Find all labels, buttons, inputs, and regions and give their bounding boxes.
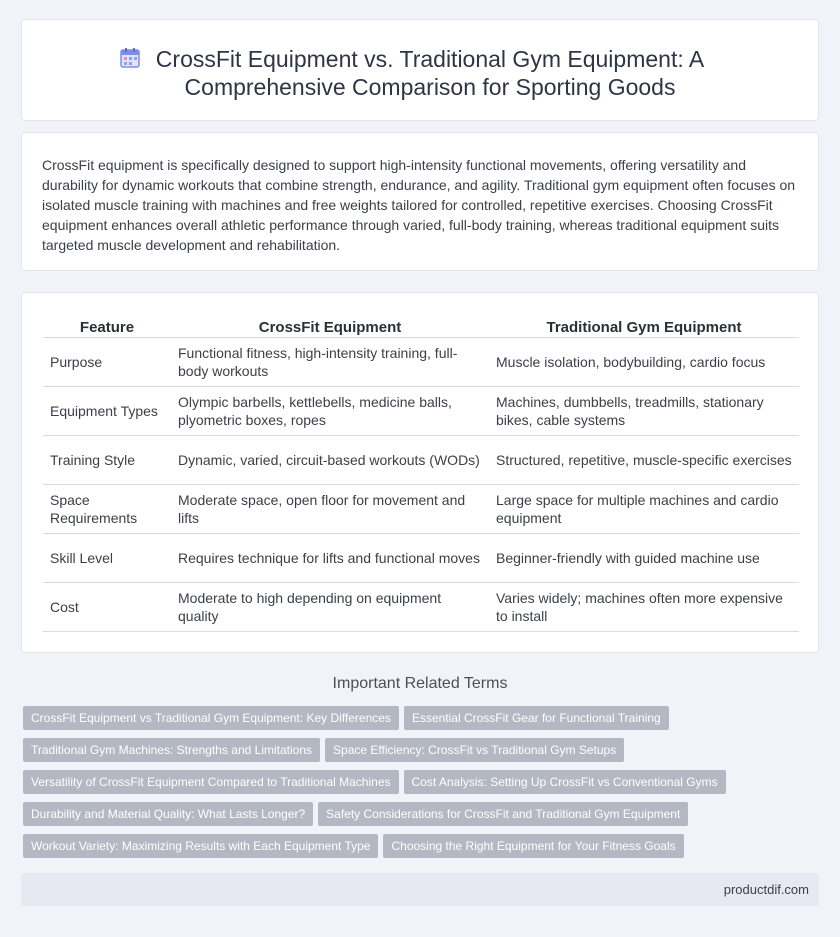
related-terms-heading: Important Related Terms bbox=[332, 675, 508, 692]
footer bbox=[21, 873, 819, 906]
row-crossfit: Dynamic, varied, circuit-based workouts (WODs) bbox=[171, 435, 489, 484]
footer-site-name: productdif.com bbox=[723, 882, 809, 897]
row-crossfit: Olympic barbells, kettlebells, medicine balls, plyometric boxes, ropes bbox=[171, 386, 489, 435]
row-crossfit: Requires technique for lifts and functional moves bbox=[171, 533, 489, 582]
row-traditional: Large space for multiple machines and cardio equipment bbox=[489, 484, 799, 533]
row-traditional: Varies widely; machines often more expensive to install bbox=[489, 582, 799, 631]
related-term-link[interactable]: Essential CrossFit Gear for Functional Training bbox=[404, 706, 669, 730]
row-traditional: Structured, repetitive, muscle-specific exercises bbox=[489, 435, 799, 484]
comparison-table bbox=[43, 315, 799, 632]
header-crossfit: CrossFit Equipment bbox=[171, 315, 489, 337]
row-traditional: Machines, dumbbells, treadmills, stationary bikes, cable systems bbox=[489, 386, 799, 435]
related-term-link[interactable]: Space Efficiency: CrossFit vs Traditional Gym Setups bbox=[325, 738, 624, 762]
row-feature: Equipment Types bbox=[43, 386, 171, 435]
tag-row bbox=[23, 706, 743, 738]
related-term-link[interactable]: Versatility of CrossFit Equipment Compared to Traditional Machines bbox=[23, 770, 399, 794]
table-row bbox=[43, 533, 799, 582]
row-traditional: Muscle isolation, bodybuilding, cardio focus bbox=[489, 337, 799, 386]
intro-card bbox=[21, 132, 819, 271]
row-traditional: Beginner-friendly with guided machine use bbox=[489, 533, 799, 582]
header-traditional: Traditional Gym Equipment bbox=[489, 315, 799, 337]
row-feature: Space Requirements bbox=[43, 484, 171, 533]
table-row bbox=[43, 435, 799, 484]
intro-paragraph: CrossFit equipment is specifically designed to support high-intensity functional movements, offering versatility and durability for dynamic workouts that combine strength, endurance, and agility. Traditional gym equipment often focuses on isolated muscle training with machines and free weights tailored for controlled, repetitive exercises. Choosing CrossFit equipment enhances overall athletic performance through varied, full-body training, whereas traditional equipment suits targeted muscle development and rehabilitation. bbox=[42, 157, 796, 253]
table-row bbox=[43, 337, 799, 386]
page-title: CrossFit Equipment vs. Traditional Gym Equipment: A Comprehensive Comparison for Sporting Goods bbox=[155, 46, 705, 100]
related-term-link[interactable]: Safety Considerations for CrossFit and Traditional Gym Equipment bbox=[318, 802, 688, 826]
tag-row bbox=[23, 770, 743, 802]
related-term-link[interactable]: Cost Analysis: Setting Up CrossFit vs Conventional Gyms bbox=[404, 770, 726, 794]
tag-row bbox=[23, 834, 743, 866]
table-header-row bbox=[43, 315, 799, 337]
comparison-table-card bbox=[21, 292, 819, 653]
table-row bbox=[43, 484, 799, 533]
row-crossfit: Functional fitness, high-intensity training, full-body workouts bbox=[171, 337, 489, 386]
title-card bbox=[21, 19, 819, 121]
table-row bbox=[43, 386, 799, 435]
row-feature: Purpose bbox=[43, 337, 171, 386]
related-term-link[interactable]: CrossFit Equipment vs Traditional Gym Equipment: Key Differences bbox=[23, 706, 399, 730]
related-term-link[interactable]: Traditional Gym Machines: Strengths and Limitations bbox=[23, 738, 320, 762]
row-crossfit: Moderate space, open floor for movement and lifts bbox=[171, 484, 489, 533]
tag-row bbox=[23, 738, 743, 770]
related-term-link[interactable]: Workout Variety: Maximizing Results with Each Equipment Type bbox=[23, 834, 378, 858]
related-terms-list bbox=[23, 706, 743, 866]
row-feature: Skill Level bbox=[43, 533, 171, 582]
related-term-link[interactable]: Durability and Material Quality: What Lasts Longer? bbox=[23, 802, 313, 826]
row-crossfit: Moderate to high depending on equipment quality bbox=[171, 582, 489, 631]
row-feature: Training Style bbox=[43, 435, 171, 484]
header-feature: Feature bbox=[43, 315, 171, 337]
row-feature: Cost bbox=[43, 582, 171, 631]
table-row bbox=[43, 582, 799, 631]
tag-row bbox=[23, 802, 743, 834]
related-term-link[interactable]: Choosing the Right Equipment for Your Fitness Goals bbox=[383, 834, 683, 858]
